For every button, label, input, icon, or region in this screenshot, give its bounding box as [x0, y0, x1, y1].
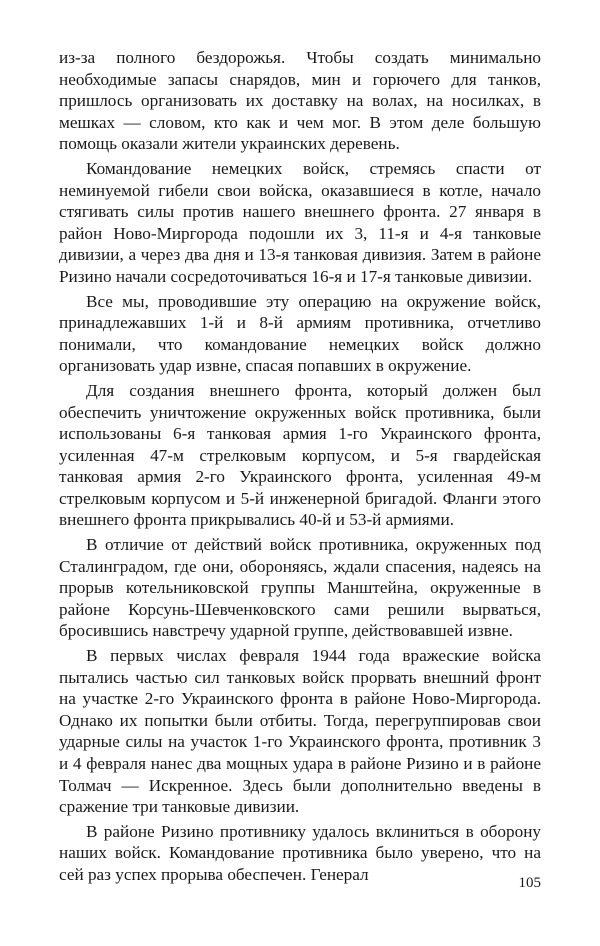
page-text [59, 47, 541, 889]
paragraph-4: Для создания внешнего фронта, который должен был обеспечить уничтожение окруженных войск противника, были использованы 6-я танковая армия 1-го Украинского фронта, усиленная 47-м стрелковым корпусом, и 5-я гвардейская танковая армия 2-го Украинского фронта, усиленная 49-м стрелковым корпусом и 5-й инженерной бригадой. Фланги этого внешнего фронта прикрывались 40-й и 53-й армиями. [59, 380, 541, 530]
paragraph-6: В первых числах февраля 1944 года вражеские войска пытались частью сил танковых войск прорвать внешний фронт на участке 2-го Украинского фронта в районе Ново-Миргорода. Однако их попытки были отбиты. Тогда, перегруппировав свои ударные силы на участок 1-го Украинского фронта, противник 3 и 4 февраля нанес два мощных удара в районе Ризино и в районе Толмач — Искренное. Здесь были дополнительно введены в сражение три танковые дивизии. [59, 646, 541, 817]
paragraph-2: Командование немецких войск, стремясь спасти от неминуемой гибели свои войска, оказавшиеся в котле, начало стягивать силы против нашего внешнего фронта. 27 января в район Ново-Миргорода подошли их 3, 11-я и 4-я танковые дивизии, а через два дня и 13-я танковая дивизия. Затем в районе Ризино начали сосредоточиваться 16-я и 17-я танковые дивизии. [59, 158, 541, 286]
paragraph-5: В отличие от действий войск противника, окруженных под Сталинградом, где они, обороняясь, ждали спасения, надеясь на прорыв котельниковской группы Манштейна, окруженные в районе Корсунь-Шевченковского сами решили вырваться, бросившись навстречу ударной группе, действовавшей извне. [59, 535, 541, 641]
paragraph-3: Все мы, проводившие эту операцию на окружение войск, принадлежавших 1-й и 8-й армиям противника, отчетливо понимали, что командование немецких войск должно организовать удар извне, спасая попавших в окружение. [59, 291, 541, 376]
paragraph-1: из-за полного бездорожья. Чтобы создать минимально необходимые запасы снарядов, мин и горючего для танков, пришлось организовать их доставку на волах, на носилках, в мешках — словом, кто как и чем мог. В этом деле большую помощь оказали жители украинских деревень. [59, 48, 541, 154]
paragraph-7: В районе Ризино противнику удалось вклиниться в оборону наших войск. Командование противника было уверено, что на сей раз успех прорыва обеспечен. Генерал [59, 821, 541, 884]
page-number: 105 [518, 875, 541, 891]
